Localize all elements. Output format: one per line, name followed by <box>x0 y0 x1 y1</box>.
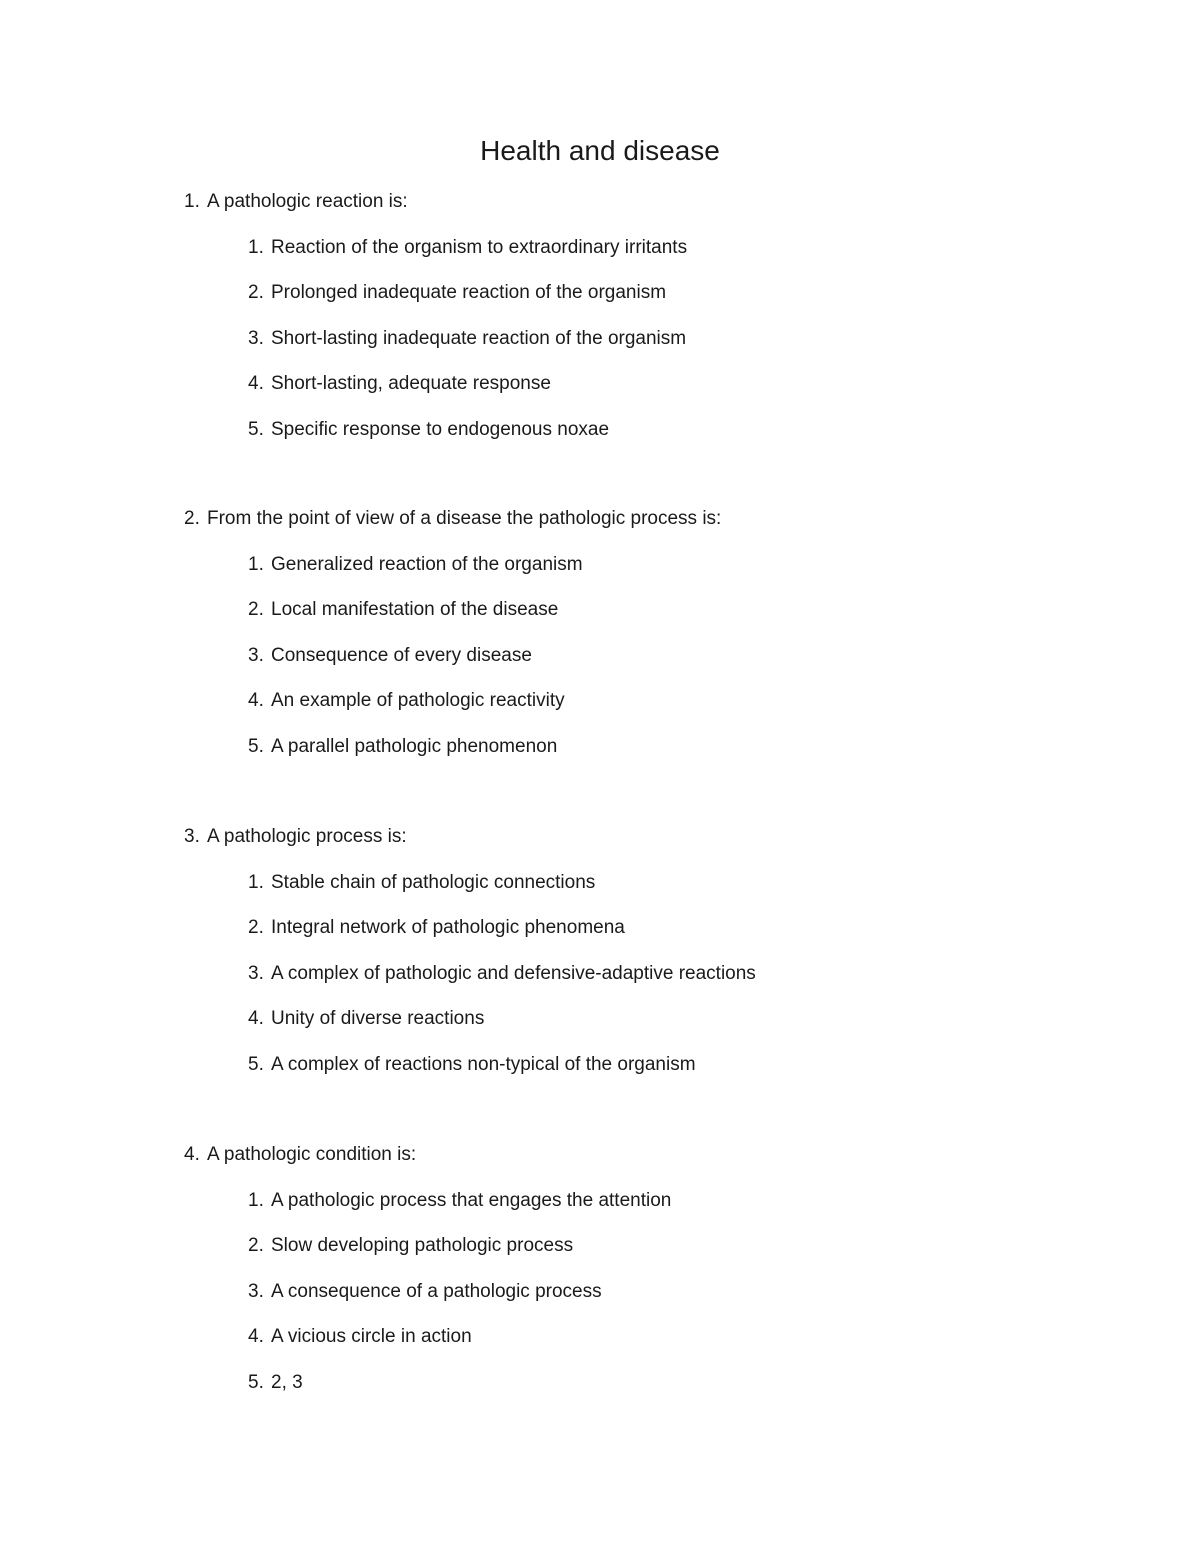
option-number: 2. <box>248 917 264 939</box>
question-1 <box>184 189 1144 443</box>
option-number: 2. <box>248 1235 264 1257</box>
answer-option <box>184 643 1144 669</box>
option-number: 2. <box>248 282 264 304</box>
answer-option <box>184 235 1144 261</box>
question-text: From the point of view of a disease the pathologic process is: <box>207 508 722 529</box>
question-text: A pathologic process is: <box>207 826 407 847</box>
option-text: Reaction of the organism to extraordinary irritants <box>271 236 688 258</box>
answer-option <box>184 688 1144 714</box>
answer-option <box>184 371 1144 397</box>
option-number: 5. <box>248 1053 264 1075</box>
question-stem <box>184 189 1144 215</box>
question-stem <box>184 1142 1144 1168</box>
answer-option <box>184 597 1144 623</box>
option-number: 3. <box>248 327 264 349</box>
answer-options <box>184 870 1144 1078</box>
option-text: 2, 3 <box>271 1371 303 1393</box>
question-number: 4. <box>184 1144 200 1165</box>
option-text: Slow developing pathologic process <box>271 1235 574 1257</box>
answer-option <box>184 552 1144 578</box>
option-text: Unity of diverse reactions <box>271 1008 485 1030</box>
question-text: A pathologic condition is: <box>207 1144 417 1165</box>
option-text: A vicious circle in action <box>271 1326 472 1348</box>
option-text: A complex of pathologic and defensive-adaptive reactions <box>271 962 756 984</box>
answer-option <box>184 1188 1144 1214</box>
option-text: Stable chain of pathologic connections <box>271 871 596 893</box>
answer-options <box>184 235 1144 443</box>
answer-option <box>184 1324 1144 1350</box>
option-text: Specific response to endogenous noxae <box>271 418 610 440</box>
option-text: Prolonged inadequate reaction of the organism <box>271 282 667 304</box>
answer-options <box>184 1188 1144 1396</box>
question-number: 3. <box>184 826 200 847</box>
question-2 <box>184 506 1144 760</box>
option-number: 4. <box>248 690 264 712</box>
question-4 <box>184 1142 1144 1396</box>
document-title: Health and disease <box>480 135 720 166</box>
option-text: Short-lasting inadequate reaction of the organism <box>271 327 687 349</box>
answer-option <box>184 870 1144 896</box>
option-number: 5. <box>248 1371 264 1393</box>
question-text: A pathologic reaction is: <box>207 191 408 212</box>
answer-option <box>184 961 1144 987</box>
option-number: 5. <box>248 735 264 757</box>
option-text: A parallel pathologic phenomenon <box>271 735 558 757</box>
answer-option <box>184 1370 1144 1396</box>
option-number: 4. <box>248 1326 264 1348</box>
answer-option <box>184 1279 1144 1305</box>
question-number: 1. <box>184 191 200 212</box>
answer-option <box>184 1052 1144 1078</box>
option-number: 3. <box>248 1280 264 1302</box>
option-text: Local manifestation of the disease <box>271 599 559 621</box>
option-number: 4. <box>248 1008 264 1030</box>
answer-option <box>184 1233 1144 1259</box>
answer-options <box>184 552 1144 760</box>
option-text: Integral network of pathologic phenomena <box>271 917 625 939</box>
answer-option <box>184 417 1144 443</box>
question-number: 2. <box>184 508 200 529</box>
option-text: Consequence of every disease <box>271 644 532 666</box>
option-text: A pathologic process that engages the attention <box>271 1189 672 1211</box>
option-number: 4. <box>248 373 264 395</box>
option-text: Short-lasting, adequate response <box>271 373 551 395</box>
answer-option <box>184 326 1144 352</box>
answer-option <box>184 915 1144 941</box>
option-number: 5. <box>248 418 264 440</box>
answer-option <box>184 1006 1144 1032</box>
option-number: 1. <box>248 553 264 575</box>
option-number: 1. <box>248 236 264 258</box>
answer-option <box>184 280 1144 306</box>
option-number: 3. <box>248 644 264 666</box>
answer-option <box>184 734 1144 760</box>
question-stem <box>184 824 1144 850</box>
option-number: 1. <box>248 1189 264 1211</box>
option-text: An example of pathologic reactivity <box>271 690 565 712</box>
option-text: Generalized reaction of the organism <box>271 553 583 575</box>
option-text: A consequence of a pathologic process <box>271 1280 602 1302</box>
question-stem <box>184 506 1144 532</box>
option-number: 3. <box>248 962 264 984</box>
option-text: A complex of reactions non-typical of the organism <box>271 1053 696 1075</box>
option-number: 2. <box>248 599 264 621</box>
option-number: 1. <box>248 871 264 893</box>
question-3 <box>184 824 1144 1078</box>
